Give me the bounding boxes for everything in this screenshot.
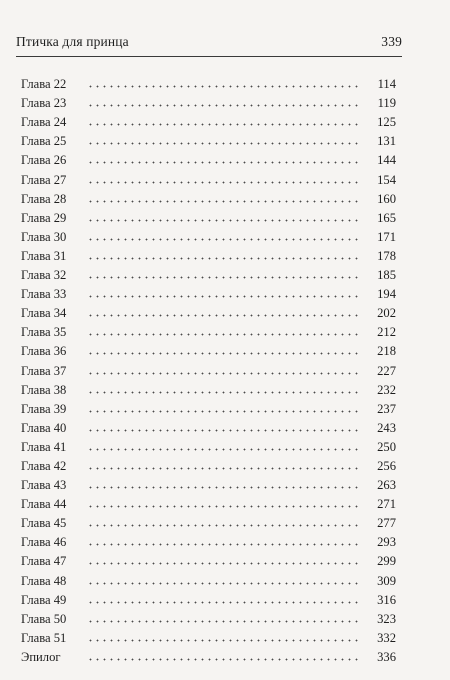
toc-entry-label: Глава 43 xyxy=(21,478,67,493)
toc-entry xyxy=(21,187,396,206)
toc-entry xyxy=(21,511,396,530)
toc-entry-label: Глава 51 xyxy=(21,630,67,645)
toc-entry-label: Глава 50 xyxy=(21,611,67,626)
dot-leader xyxy=(87,448,360,451)
toc-entry xyxy=(21,454,396,473)
toc-entry xyxy=(21,263,396,282)
toc-entry-page-number: 293 xyxy=(377,535,396,550)
dot-leader xyxy=(87,333,360,336)
toc-entry xyxy=(21,282,396,301)
toc-entry-page-number: 323 xyxy=(377,611,396,626)
toc-entry xyxy=(21,301,396,320)
toc-entry xyxy=(21,225,396,244)
toc-entry-page-number: 171 xyxy=(377,229,396,244)
dot-leader xyxy=(87,658,360,661)
dot-leader xyxy=(87,429,360,432)
toc-entry xyxy=(21,568,396,587)
dot-leader xyxy=(87,104,360,107)
page-number: 339 xyxy=(381,34,402,49)
dot-leader xyxy=(87,543,360,546)
book-title: Птичка для принца xyxy=(16,34,129,49)
toc-entry-label: Глава 25 xyxy=(21,134,67,149)
toc-entry-page-number: 316 xyxy=(377,592,396,607)
dot-leader xyxy=(87,238,360,241)
dot-leader xyxy=(87,85,360,88)
dot-leader xyxy=(87,123,360,126)
toc-entry-page-number: 299 xyxy=(377,554,396,569)
dot-leader xyxy=(87,505,360,508)
dot-leader xyxy=(87,295,360,298)
toc-entry xyxy=(21,549,396,568)
toc-entry-page-number: 309 xyxy=(377,573,396,588)
toc-entry-page-number: 277 xyxy=(377,516,396,531)
toc-entry-label: Эпилог xyxy=(21,649,61,664)
toc-entry-page-number: 119 xyxy=(377,96,396,111)
toc-entry-page-number: 237 xyxy=(377,401,396,416)
dot-leader xyxy=(87,352,360,355)
dot-leader xyxy=(87,601,360,604)
toc-entry-label: Глава 39 xyxy=(21,401,67,416)
toc-entry-page-number: 144 xyxy=(377,153,396,168)
toc-entry-label: Глава 35 xyxy=(21,325,67,340)
running-header xyxy=(16,34,402,57)
toc-entry xyxy=(21,91,396,110)
toc-entry xyxy=(21,473,396,492)
dot-leader xyxy=(87,620,360,623)
toc-entry-label: Глава 31 xyxy=(21,248,67,263)
toc-entry-page-number: 185 xyxy=(377,268,396,283)
toc-entry xyxy=(21,492,396,511)
toc-entry-label: Глава 30 xyxy=(21,229,67,244)
toc-entry-label: Глава 36 xyxy=(21,344,67,359)
toc-entry-page-number: 154 xyxy=(377,172,396,187)
toc-entry-page-number: 243 xyxy=(377,420,396,435)
toc-entry-label: Глава 33 xyxy=(21,287,67,302)
toc-entry-label: Глава 27 xyxy=(21,172,67,187)
toc-entry-page-number: 202 xyxy=(377,306,396,321)
toc-entry xyxy=(21,320,396,339)
dot-leader xyxy=(87,562,360,565)
toc-entry-page-number: 332 xyxy=(377,630,396,645)
toc-entry-label: Глава 29 xyxy=(21,210,67,225)
toc-entry-page-number: 232 xyxy=(377,382,396,397)
dot-leader xyxy=(87,257,360,260)
dot-leader xyxy=(87,410,360,413)
toc-entry xyxy=(21,110,396,129)
toc-entry xyxy=(21,72,396,91)
toc-entry xyxy=(21,626,396,645)
toc-entry-label: Глава 28 xyxy=(21,191,67,206)
toc-entry-label: Глава 23 xyxy=(21,96,67,111)
toc-entry xyxy=(21,339,396,358)
toc-entry-page-number: 178 xyxy=(377,248,396,263)
toc-entry-page-number: 218 xyxy=(377,344,396,359)
toc-entry-page-number: 227 xyxy=(377,363,396,378)
dot-leader xyxy=(87,314,360,317)
toc-entry-label: Глава 22 xyxy=(21,77,67,92)
dot-leader xyxy=(87,276,360,279)
toc-entry-page-number: 114 xyxy=(377,77,396,92)
toc-entry xyxy=(21,416,396,435)
toc-entry-page-number: 256 xyxy=(377,458,396,473)
dot-leader xyxy=(87,219,360,222)
toc-entry xyxy=(21,645,396,664)
toc-entry-label: Глава 26 xyxy=(21,153,67,168)
toc-entry-page-number: 125 xyxy=(377,115,396,130)
toc-entry xyxy=(21,530,396,549)
toc-entry-label: Глава 48 xyxy=(21,573,67,588)
dot-leader xyxy=(87,372,360,375)
toc-entry-page-number: 250 xyxy=(377,439,396,454)
toc-entry xyxy=(21,148,396,167)
toc-entry-label: Глава 40 xyxy=(21,420,67,435)
dot-leader xyxy=(87,181,360,184)
toc-entry-label: Глава 34 xyxy=(21,306,67,321)
toc-entry-label: Глава 24 xyxy=(21,115,67,130)
toc-entry-page-number: 165 xyxy=(377,210,396,225)
toc-entry xyxy=(21,358,396,377)
toc-entry xyxy=(21,378,396,397)
toc-entry-label: Глава 45 xyxy=(21,516,67,531)
table-of-contents xyxy=(21,72,396,664)
toc-entry-label: Глава 49 xyxy=(21,592,67,607)
dot-leader xyxy=(87,200,360,203)
dot-leader xyxy=(87,142,360,145)
dot-leader xyxy=(87,524,360,527)
toc-entry-page-number: 336 xyxy=(377,649,396,664)
toc-entry-label: Глава 37 xyxy=(21,363,67,378)
dot-leader xyxy=(87,582,360,585)
dot-leader xyxy=(87,391,360,394)
toc-entry-label: Глава 46 xyxy=(21,535,67,550)
toc-entry-page-number: 131 xyxy=(377,134,396,149)
toc-entry-label: Глава 32 xyxy=(21,268,67,283)
toc-entry-label: Глава 47 xyxy=(21,554,67,569)
toc-entry-page-number: 160 xyxy=(377,191,396,206)
dot-leader xyxy=(87,161,360,164)
toc-entry xyxy=(21,397,396,416)
toc-entry-label: Глава 44 xyxy=(21,497,67,512)
toc-entry-page-number: 271 xyxy=(377,497,396,512)
toc-entry xyxy=(21,244,396,263)
toc-entry xyxy=(21,206,396,225)
dot-leader xyxy=(87,486,360,489)
toc-entry xyxy=(21,167,396,186)
dot-leader xyxy=(87,639,360,642)
toc-entry xyxy=(21,588,396,607)
toc-entry-label: Глава 41 xyxy=(21,439,67,454)
dot-leader xyxy=(87,467,360,470)
toc-entry-label: Глава 38 xyxy=(21,382,67,397)
toc-entry-label: Глава 42 xyxy=(21,458,67,473)
toc-entry-page-number: 263 xyxy=(377,478,396,493)
toc-entry-page-number: 212 xyxy=(377,325,396,340)
toc-entry xyxy=(21,607,396,626)
toc-entry xyxy=(21,129,396,148)
toc-entry-page-number: 194 xyxy=(377,287,396,302)
toc-entry xyxy=(21,435,396,454)
